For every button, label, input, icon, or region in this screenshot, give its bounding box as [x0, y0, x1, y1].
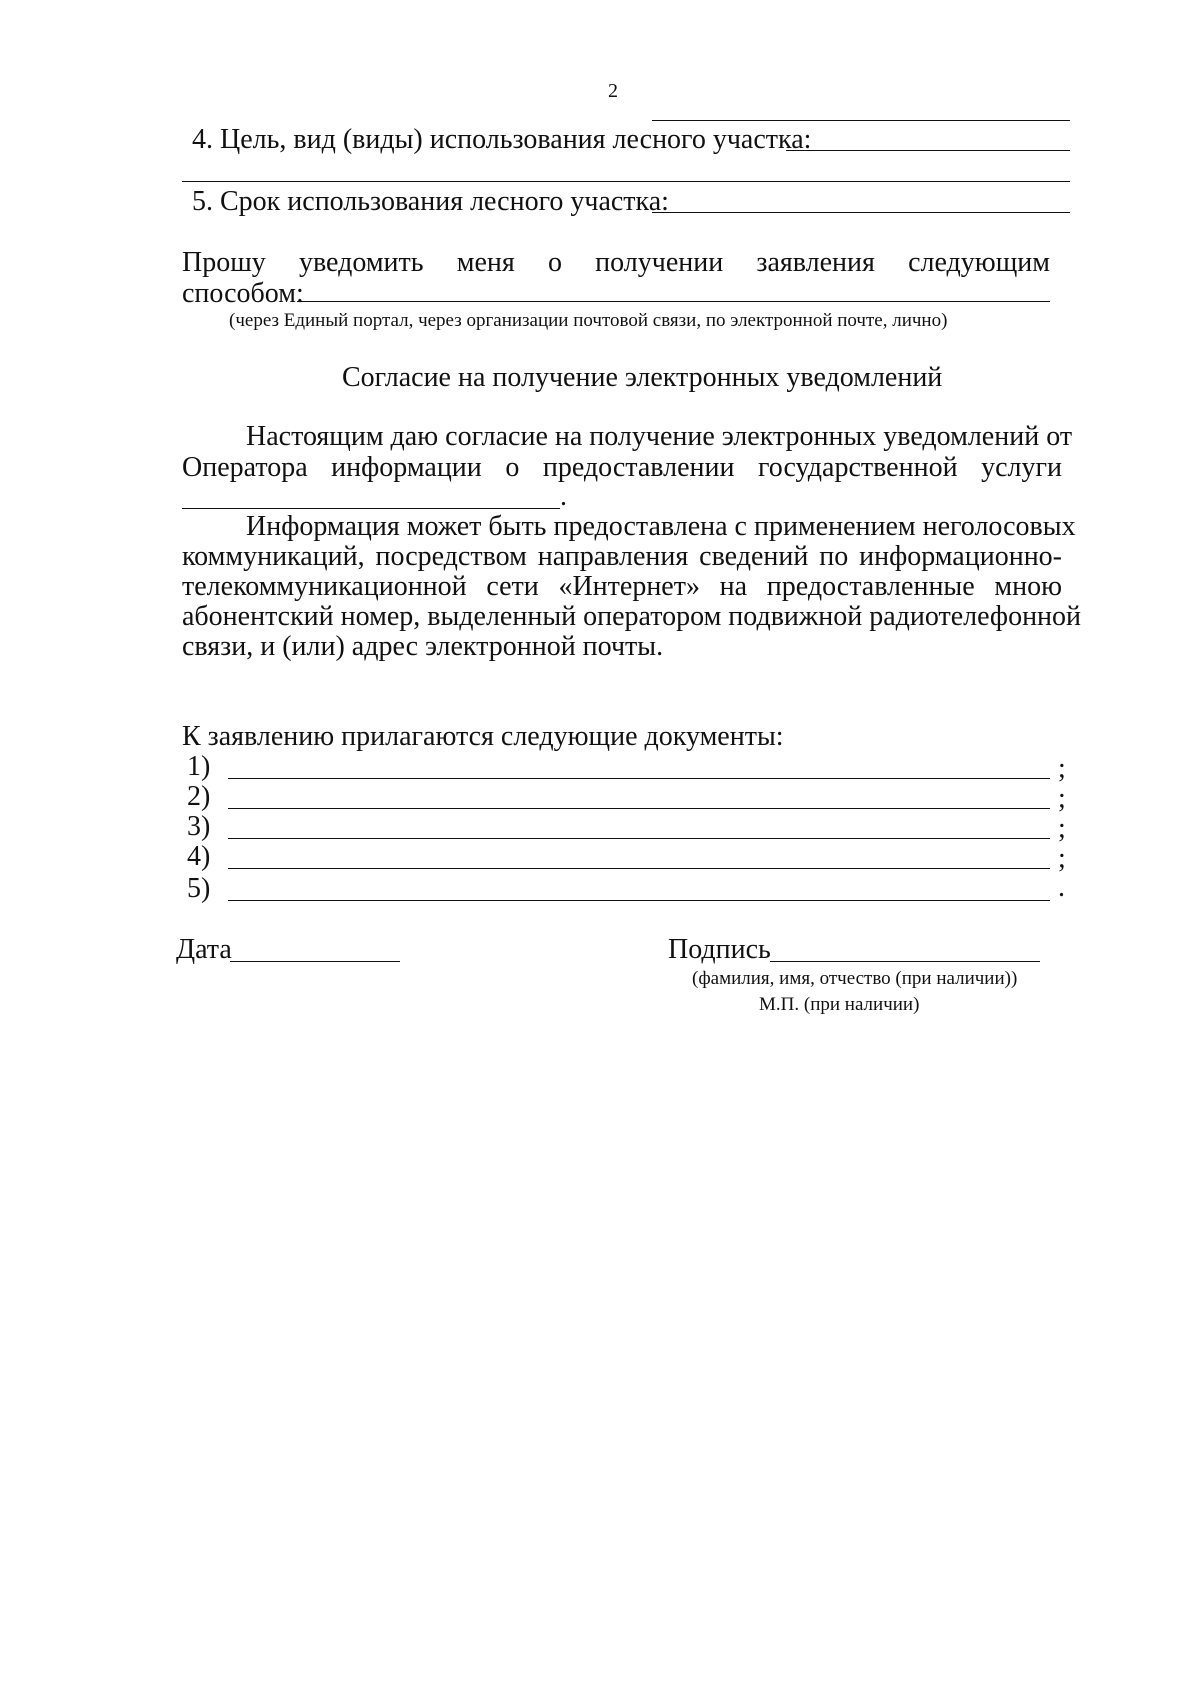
notify-sentence [182, 247, 1050, 279]
attachment-end-mark: ; [1058, 843, 1066, 874]
section4-field[interactable] [786, 150, 1070, 151]
consent-p2-line2 [182, 541, 1062, 573]
seal-hint: М.П. (при наличии) [759, 994, 920, 1015]
section4-line-top [652, 120, 1070, 121]
consent-word: государственной [758, 452, 958, 483]
notify-method-hint: (через Единый портал, через организации почтовой связи, по электронной почте, лично) [229, 310, 948, 331]
date-field[interactable] [230, 961, 400, 962]
attachment-number: 4) [187, 841, 211, 872]
consent-word: «Интернет» [558, 571, 700, 602]
section5-label: 5. Срок использования лесного участка: [192, 186, 669, 217]
consent-word: по [819, 541, 849, 572]
signature-name-hint: (фамилия, имя, отчество (при наличии)) [692, 968, 1018, 989]
notify-word: уведомить [298, 247, 424, 278]
consent-p2-line3 [182, 571, 1062, 603]
notify-method-label: способом: [182, 278, 304, 309]
consent-word: коммуникаций, [182, 541, 365, 572]
attachment-end-mark: . [1058, 872, 1065, 903]
attachment-end-mark: ; [1058, 753, 1066, 784]
section4-label: 4. Цель, вид (виды) использования лесного участка: [192, 124, 812, 155]
consent-word: сведений [699, 541, 809, 572]
attachments-title: К заявлению прилагаются следующие документы: [182, 721, 784, 752]
notify-word: получении [595, 247, 724, 278]
notify-word: заявления [756, 247, 875, 278]
consent-word: посредством [375, 541, 527, 572]
attachment-number: 2) [187, 781, 211, 812]
consent-word: услуги [981, 452, 1062, 483]
consent-word: телекоммуникационной [182, 571, 467, 602]
attachment-field[interactable] [228, 778, 1050, 779]
attachment-field[interactable] [228, 808, 1050, 809]
consent-p2-line4: абонентский номер, выделенный оператором подвижной радиотелефонной [182, 601, 1082, 632]
consent-word: Оператора [182, 452, 308, 483]
consent-word: о [505, 452, 520, 483]
attachment-field[interactable] [228, 868, 1050, 869]
signature-label: Подпись [668, 934, 771, 965]
notify-method-field[interactable] [297, 301, 1050, 302]
notify-word: меня [456, 247, 515, 278]
attachment-number: 5) [187, 873, 211, 904]
section5-field[interactable] [652, 212, 1070, 213]
consent-p1-line1: Настоящим даю согласие на получение электронных уведомлений от [246, 421, 1073, 452]
consent-word: на [719, 571, 748, 602]
signature-field[interactable] [770, 961, 1040, 962]
consent-word: направления [537, 541, 689, 572]
consent-word: информации [331, 452, 482, 483]
consent-p2-line1: Информация может быть предоставлена с применением неголосовых [246, 511, 1076, 542]
consent-p1-line2 [182, 452, 1062, 484]
attachment-end-mark: ; [1058, 813, 1066, 844]
consent-word: предоставленные [766, 571, 975, 602]
consent-title: Согласие на получение электронных уведомлений [342, 362, 943, 393]
consent-word: сети [486, 571, 539, 602]
notify-word: следующим [908, 247, 1050, 278]
consent-p2-line5: связи, и (или) адрес электронной почты. [182, 631, 664, 662]
consent-word: предоставлении [542, 452, 735, 483]
section4-line-extra [182, 181, 1070, 182]
consent-word: информационно- [859, 541, 1062, 572]
operator-field[interactable] [182, 508, 560, 509]
attachment-number: 1) [187, 751, 211, 782]
attachment-end-mark: ; [1058, 783, 1066, 814]
consent-word: мною [994, 571, 1062, 602]
date-label: Дата [176, 934, 232, 965]
page-number: 2 [608, 80, 618, 102]
attachment-number: 3) [187, 811, 211, 842]
attachment-field[interactable] [228, 900, 1050, 901]
notify-word: о [547, 247, 562, 278]
attachment-field[interactable] [228, 838, 1050, 839]
operator-field-period: . [560, 481, 567, 512]
notify-word: Прошу [182, 247, 266, 278]
